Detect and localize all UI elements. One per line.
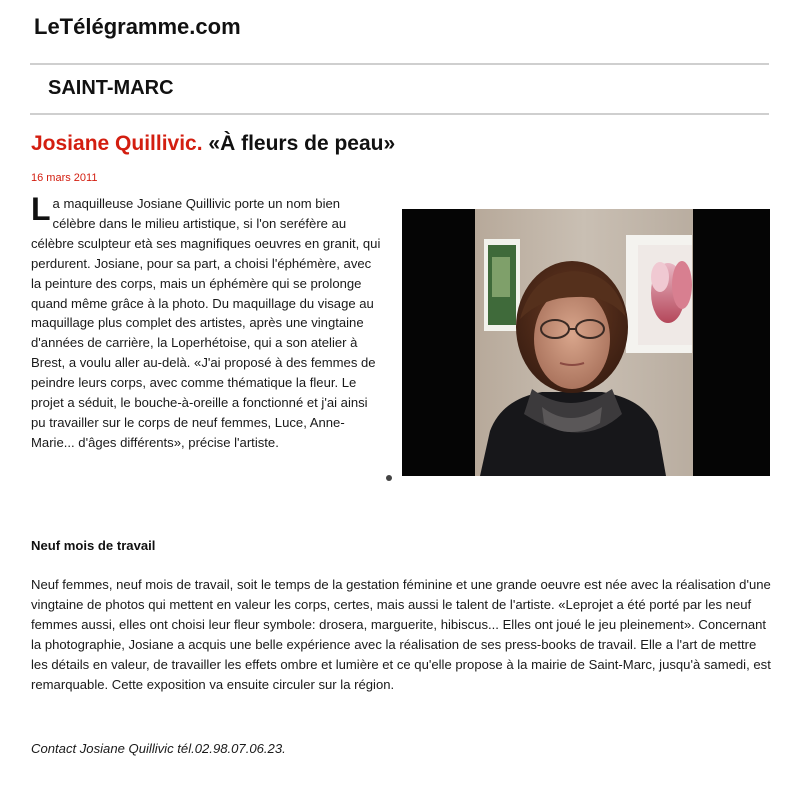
article-date: 16 mars 2011 (31, 172, 98, 184)
header-divider (30, 63, 769, 65)
article-lead-paragraph (31, 191, 383, 453)
section-divider (30, 113, 769, 115)
headline-author: Josiane Quillivic. (31, 132, 203, 155)
slideshow-dot[interactable] (386, 475, 392, 481)
headline-title: «À fleurs de peau» (208, 132, 396, 155)
drop-cap: L (31, 191, 51, 227)
article-photo (402, 209, 770, 476)
lead-text: a maquilleuse Josiane Quillivic porte un nom bien célèbre dans le milieu artistique, si l'on seréfère au célèbre sculpteur età ses magnifiques oeuvres en granit, qui perdurent. Josiane, pour sa part, a choisi l'éphémère, avec la peinture des corps, mais un éphémère qui se prolonge quand même grâce à la photo. Du maquillage du visage au maquillage plus complet des artistes, après une vingtaine d'années de carrière, la Loperhétoise, qui a son atelier à Brest, a voulu aller au-delà. «J'ai proposé à des femmes de peindre leurs corps, avec comme thématique la fleur. Le projet a séduit, le bouche-à-oreille a fonctionné et j'ai ainsi pu travailler sur le corps de neuf femmes, Luce, Anne-Marie... d'âges différents», précise l'artiste. (31, 196, 381, 450)
article-subheading: Neuf mois de travail (31, 538, 156, 553)
article-headline (31, 132, 395, 156)
article-contact: Contact Josiane Quillivic tél.02.98.07.06.23. (31, 741, 286, 756)
article-body-paragraph: Neuf femmes, neuf mois de travail, soit le temps de la gestation féminine et une grande oeuvre est née avec la réalisation d'une vingtaine de photos qui mettent en valeur les corps, certes, mais aussi le talent de l'artiste. «Leprojet a été porté par les neuf femmes aussi, elles ont choisi leur fleur symbole: drosera, marguerite, hibiscus... Elles ont joué le jeu pleinement». Concernant la photographie, Josiane a acquis une belle expérience avec la réalisation de ses press-books de travail. Elle a l'art de mettre les détails en valeur, de travailler les effets ombre et lumière et ce qu'elle propose à la mairie de Saint-Marc, jusqu'à samedi, est remarquable. Cette exposition va ensuite circuler sur la région. (31, 577, 771, 692)
site-title[interactable]: LeTélégramme.com (34, 14, 241, 39)
section-heading: SAINT-MARC (48, 77, 174, 99)
portrait-image (402, 209, 770, 476)
